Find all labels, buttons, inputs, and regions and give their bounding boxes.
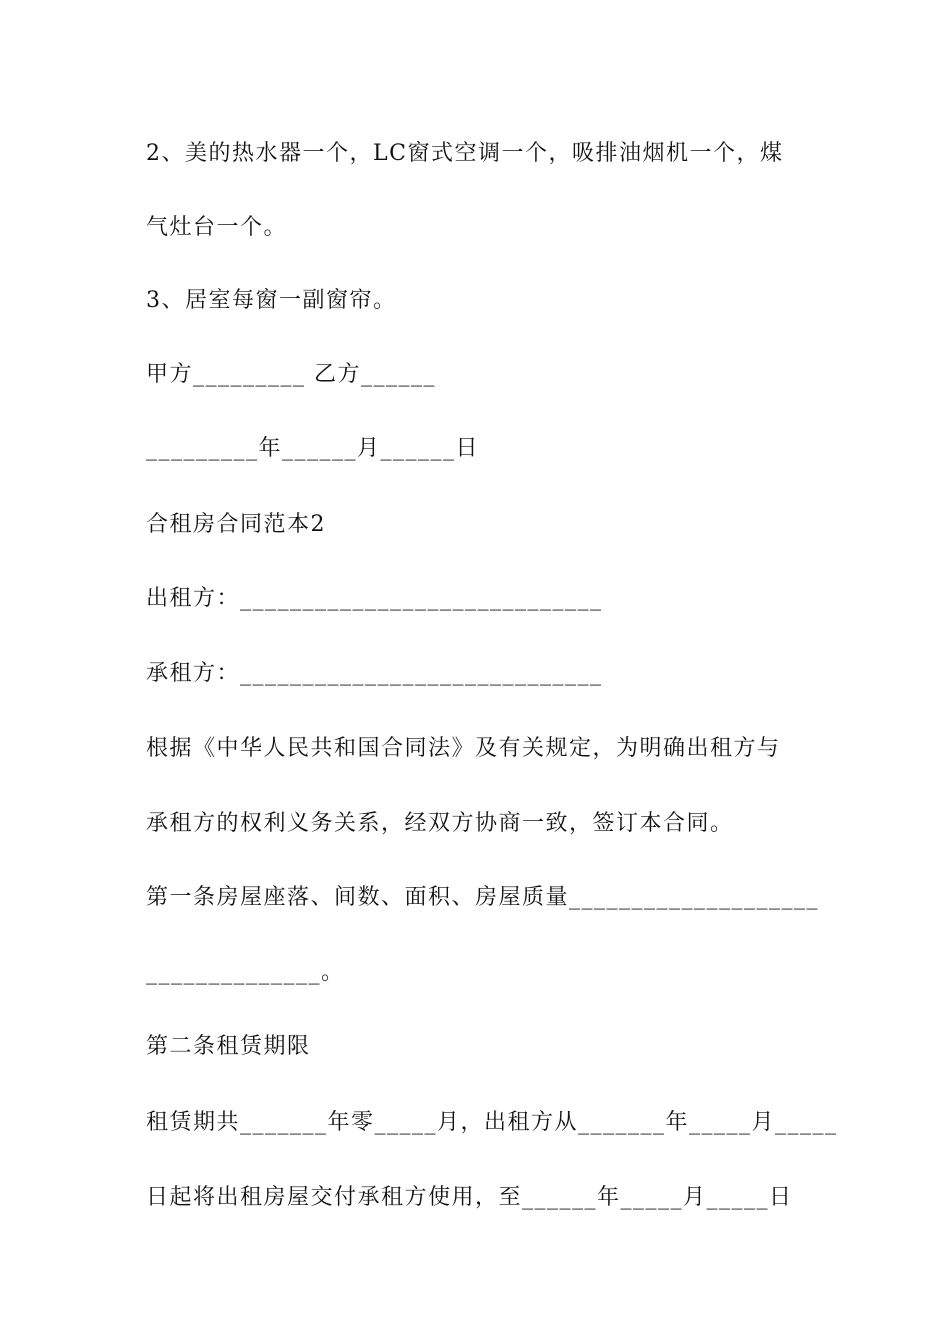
text-line: 3、居室每窗一副窗帘。	[146, 288, 397, 313]
text-line: 租赁期共_______年零_____月，出租方从_______年_____月_____	[146, 1110, 838, 1135]
text-line: 承租方的权利义务关系，经双方协商一致，签订本合同。	[146, 811, 734, 836]
signature-line: 甲方_________ 乙方______	[146, 362, 436, 387]
lessor-line: 出租方：_____________________________	[146, 586, 603, 611]
text-line: 日起将出租房屋交付承租方使用，至______年_____月_____日	[146, 1185, 793, 1210]
text-line: 根据《中华人民共和国合同法》及有关规定，为明确出租方与	[146, 736, 781, 761]
section-title: 合租房合同范本2	[146, 512, 326, 537]
text-line: 气灶台一个。	[146, 215, 288, 240]
lessee-line: 承租方：_____________________________	[146, 661, 603, 686]
article-one-line: 第一条房屋座落、间数、面积、房屋质量____________________	[146, 885, 820, 910]
article-two-title: 第二条租赁期限	[146, 1034, 311, 1059]
text-line: ______________。	[146, 960, 345, 985]
date-line: _________年______月______日	[146, 436, 480, 461]
text-line: 2、美的热水器一个，LC窗式空调一个，吸排油烟机一个，煤	[146, 141, 784, 166]
